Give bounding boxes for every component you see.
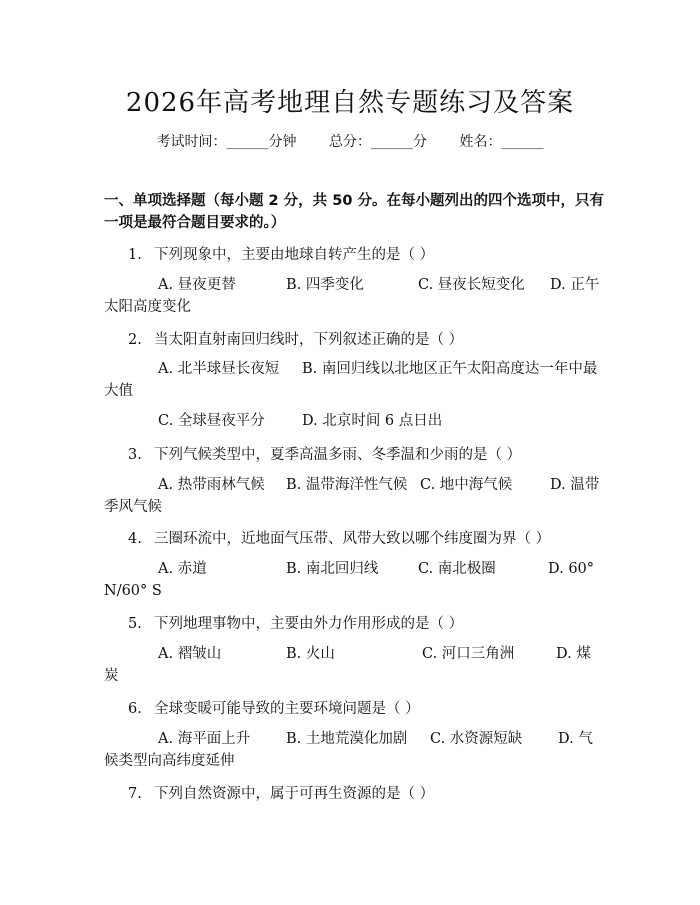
option-b: B. 南回归线以北地区正午太阳高度达一年中最大值 [104, 361, 598, 399]
question-5-options [104, 643, 600, 687]
option-b: B. 火山 [286, 646, 335, 662]
question-text: 下列地理事物中，主要由外力作用形成的是（ ） [154, 616, 464, 632]
option-a: A. 褶皱山 [158, 646, 222, 662]
question-text: 当太阳直射南回归线时，下列叙述正确的是（ ） [154, 332, 464, 348]
student-name-field: 姓名：______ [459, 134, 544, 150]
question-number: 5. [128, 616, 142, 632]
question-1-options [104, 274, 600, 318]
question-4-options [104, 558, 600, 602]
option-a: A. 海平面上升 [158, 731, 251, 747]
option-c: C. 河口三角洲 [422, 646, 515, 662]
question-3-options [104, 474, 600, 518]
option-b: B. 四季变化 [286, 277, 364, 293]
question-text: 下列气候类型中，夏季高温多雨、冬季温和少雨的是（ ） [154, 447, 522, 463]
option-a: A. 昼夜更替 [158, 277, 236, 293]
option-d: D. 煤炭 [104, 646, 591, 684]
question-6-options [104, 728, 600, 772]
question-2-options-row1 [104, 358, 600, 402]
question-6 [128, 697, 420, 718]
question-5 [128, 612, 463, 633]
option-d: D. 60° N/60° S [104, 561, 595, 599]
question-text: 下列自然资源中，属于可再生资源的是（ ） [154, 786, 435, 802]
question-7 [128, 782, 434, 803]
option-d: D. 正午太阳高度变化 [104, 277, 600, 315]
option-a: A. 热带雨林气候 [158, 477, 265, 493]
question-text: 三圈环流中，近地面气压带、风带大致以哪个纬度圈为界（ ） [154, 531, 551, 547]
total-score-field: 总分：______分 [329, 134, 427, 150]
question-number: 6. [128, 701, 142, 717]
option-b: B. 南北回归线 [286, 561, 379, 577]
question-4 [128, 527, 550, 548]
option-d: D. 气候类型向高纬度延伸 [104, 731, 593, 769]
option-d: D. 北京时间 6 点日出 [302, 413, 443, 429]
question-1 [128, 243, 434, 264]
question-number: 2. [128, 332, 142, 348]
option-a: A. 赤道 [158, 561, 207, 577]
option-c: C. 水资源短缺 [430, 731, 523, 747]
option-b: B. 土地荒漠化加剧 [286, 731, 408, 747]
page-title: 2026年高考地理自然专题练习及答案 [125, 88, 575, 118]
exam-info-line [0, 131, 700, 151]
option-c: C. 地中海气候 [420, 477, 513, 493]
question-text: 下列现象中，主要由地球自转产生的是（ ） [154, 247, 435, 263]
section-heading: 一、单项选择题（每小题 2 分，共 50 分。在每小题列出的四个选项中，只有一项是最符合题目要求的。） [104, 193, 604, 231]
exam-time-field: 考试时间：______分钟 [156, 134, 297, 150]
question-2 [128, 328, 463, 349]
question-text: 全球变暖可能导致的主要环境问题是（ ） [154, 701, 420, 717]
option-c: C. 全球昼夜平分 [158, 413, 265, 429]
question-2-options-row2 [104, 410, 600, 432]
option-a: A. 北半球昼长夜短 [158, 361, 280, 377]
question-number: 7. [128, 786, 142, 802]
question-number: 3. [128, 447, 142, 463]
question-number: 1. [128, 247, 142, 263]
option-c: C. 昼夜长短变化 [418, 277, 525, 293]
option-c: C. 南北极圈 [418, 561, 496, 577]
question-number: 4. [128, 531, 142, 547]
option-b: B. 温带海洋性气候 [286, 477, 408, 493]
question-3 [128, 443, 521, 464]
option-d: D. 温带季风气候 [104, 477, 600, 515]
